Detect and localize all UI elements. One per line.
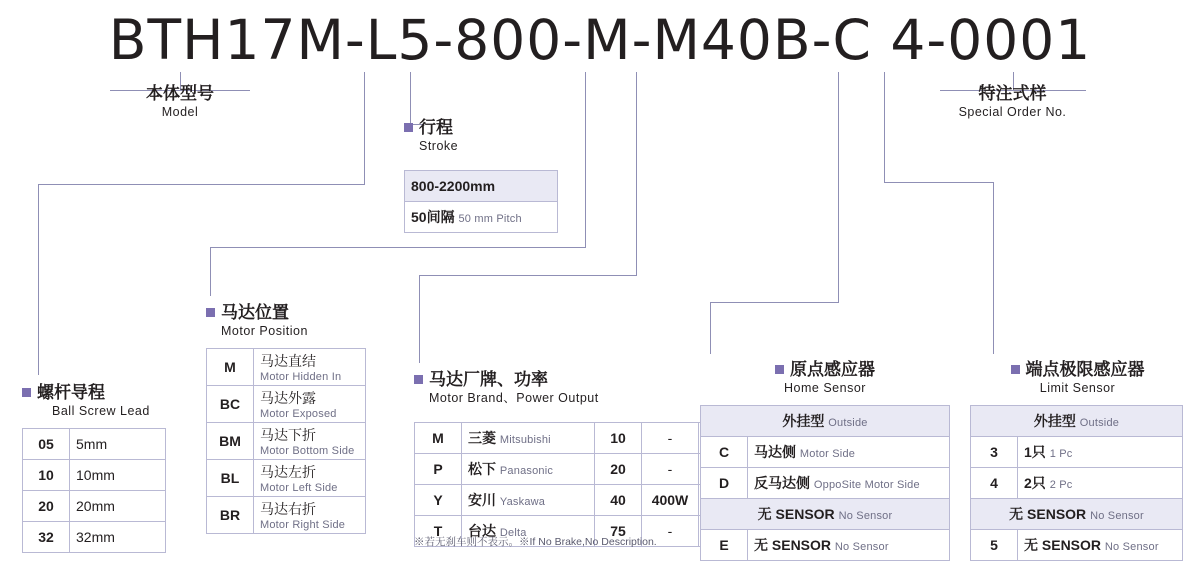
pn-seg-special: 0001 — [947, 8, 1092, 72]
motor-position-cn: 马达外露 — [260, 390, 316, 406]
label-home-sensor-cn — [700, 360, 950, 380]
lead-code: 20 — [23, 491, 70, 522]
table-row — [207, 497, 366, 534]
pn-seg-model: BTH17M — [108, 8, 345, 72]
motor-position-code: M — [207, 349, 254, 386]
home-sensor-band-cn: 无 SENSOR — [757, 506, 835, 522]
table-row — [701, 437, 950, 468]
table-row — [23, 460, 166, 491]
home-sensor-cn: 反马达侧 — [754, 475, 810, 491]
lead-code: 32 — [23, 522, 70, 553]
home-sensor-cn: 无 SENSOR — [754, 537, 832, 553]
brand-code: P — [415, 454, 462, 485]
home-sensor-header — [701, 406, 950, 437]
pn-seg-stroke: 800 — [454, 8, 563, 72]
brand-cn: 松下 — [468, 461, 496, 477]
square-bullet-icon — [22, 388, 31, 397]
label-stroke-cn-text: 行程 — [419, 118, 453, 137]
leader-mbrand-v1 — [636, 72, 637, 275]
table-row — [207, 460, 366, 497]
motor-position-en: Motor Left Side — [260, 482, 338, 494]
home-sensor-desc — [748, 437, 950, 468]
limit-sensor-desc — [1018, 437, 1183, 468]
label-limit-sensor — [970, 360, 1185, 396]
lead-value: 20mm — [70, 491, 166, 522]
label-model — [100, 84, 260, 120]
brand-en: Delta — [499, 527, 527, 539]
home-sensor-en: No Sensor — [834, 541, 889, 553]
label-model-cn: 本体型号 — [146, 84, 214, 103]
limit-sensor-table — [970, 405, 1183, 561]
leader-stroke-v — [410, 72, 411, 124]
power-value: - — [642, 423, 699, 454]
leader-mpos-h — [210, 247, 586, 248]
home-sensor-code: E — [701, 530, 748, 561]
label-ball-screw-en: Ball Screw Lead — [52, 404, 150, 418]
label-stroke — [404, 118, 458, 154]
label-special-order-cn: 特注式样 — [978, 84, 1047, 103]
label-motor-brand-en: Motor Brand、Power Output — [429, 391, 599, 405]
leader-mbrand-v2 — [419, 275, 420, 363]
pn-seg-motor-brand: M40B — [652, 8, 812, 72]
brand-name — [462, 485, 595, 516]
motor-position-desc — [254, 497, 366, 534]
leader-limit-h — [884, 182, 994, 183]
motor-position-en: Motor Bottom Side — [260, 445, 355, 457]
home-sensor-band — [701, 499, 950, 530]
label-ball-screw-cn — [22, 383, 150, 403]
brand-name — [462, 454, 595, 485]
lead-value: 32mm — [70, 522, 166, 553]
limit-sensor-cn: 无 SENSOR — [1024, 537, 1102, 553]
table-row — [971, 499, 1183, 530]
table-row — [701, 530, 950, 561]
home-sensor-en: OppoSite Motor Side — [813, 479, 920, 491]
home-sensor-desc — [748, 530, 950, 561]
home-sensor-table — [700, 405, 950, 561]
pn-dash-6: - — [926, 8, 948, 72]
limit-sensor-code: 4 — [971, 468, 1018, 499]
pn-dash-1: - — [344, 8, 366, 72]
pn-seg-motor-position: M — [583, 8, 632, 72]
square-bullet-icon — [1011, 365, 1020, 374]
power-code: 20 — [595, 454, 642, 485]
pn-seg-sensors: C 4 — [832, 8, 927, 72]
label-motor-position — [206, 303, 308, 339]
home-sensor-header-en: Outside — [828, 417, 868, 429]
table-row — [23, 522, 166, 553]
lead-value: 5mm — [70, 429, 166, 460]
motor-position-desc — [254, 423, 366, 460]
motor-position-cn: 马达下折 — [260, 427, 316, 443]
table-row — [23, 429, 166, 460]
leader-lead-h — [38, 184, 365, 185]
leader-mpos-v2 — [210, 247, 211, 296]
limit-sensor-cn: 1只 — [1024, 444, 1046, 460]
table-row — [405, 171, 558, 202]
table-row — [405, 202, 558, 233]
limit-sensor-header-en: Outside — [1079, 417, 1120, 429]
brand-en: Yaskawa — [499, 496, 546, 508]
label-stroke-cn — [404, 118, 458, 138]
motor-position-code: BL — [207, 460, 254, 497]
pn-dash-2: - — [433, 8, 455, 72]
limit-sensor-band-cn: 无 SENSOR — [1009, 506, 1087, 522]
home-sensor-en: Motor Side — [799, 448, 856, 460]
label-home-sensor — [700, 360, 950, 396]
label-motor-position-cn-text: 马达位置 — [221, 303, 289, 322]
home-sensor-desc — [748, 468, 950, 499]
label-motor-position-cn — [206, 303, 308, 323]
label-ball-screw-lead — [22, 383, 150, 419]
label-limit-sensor-en: Limit Sensor — [1039, 381, 1116, 395]
stroke-pitch-cn: 50间隔 — [411, 209, 455, 225]
label-motor-brand-cn-text: 马达厂牌、功率 — [429, 370, 548, 389]
label-motor-brand — [414, 370, 599, 406]
stroke-table — [404, 170, 558, 233]
motor-position-table — [206, 348, 366, 534]
motor-position-code: BR — [207, 497, 254, 534]
leader-mbrand-h — [419, 275, 637, 276]
limit-sensor-desc — [1018, 468, 1183, 499]
home-sensor-band-en: No Sensor — [838, 510, 893, 522]
leader-lead-v1 — [364, 72, 365, 184]
leader-limit-v1 — [884, 72, 885, 182]
motor-brand-table — [414, 422, 746, 547]
limit-sensor-code: 5 — [971, 530, 1018, 561]
brand-name — [462, 423, 595, 454]
stroke-pitch-cell — [405, 202, 558, 233]
limit-sensor-en: No Sensor — [1104, 541, 1159, 553]
home-sensor-code: C — [701, 437, 748, 468]
limit-sensor-band-en: No Sensor — [1090, 510, 1144, 522]
table-row — [415, 423, 746, 454]
leader-mpos-v1 — [585, 72, 586, 247]
home-sensor-header-cn: 外挂型 — [782, 413, 825, 429]
table-row — [971, 437, 1183, 468]
power-code: 75 — [595, 516, 642, 547]
table-row — [415, 454, 746, 485]
leader-home-v1 — [838, 72, 839, 302]
label-home-sensor-en: Home Sensor — [784, 381, 866, 395]
motor-brand-note: ※若无刹车则不表示。※If No Brake,No Description. — [414, 536, 657, 548]
limit-sensor-band — [971, 499, 1183, 530]
leader-lead-v2 — [38, 184, 39, 375]
power-code: 40 — [595, 485, 642, 516]
table-row — [23, 491, 166, 522]
leader-limit-v2 — [993, 182, 994, 354]
table-row — [207, 386, 366, 423]
brand-cn: 安川 — [468, 492, 496, 508]
brand-code: T — [415, 516, 462, 547]
limit-sensor-code: 3 — [971, 437, 1018, 468]
pn-dash-4: - — [631, 8, 653, 72]
table-row — [701, 499, 950, 530]
brand-en: Mitsubishi — [499, 434, 551, 446]
lead-code: 10 — [23, 460, 70, 491]
table-row — [701, 406, 950, 437]
motor-position-cn: 马达右折 — [260, 501, 316, 517]
label-stroke-en: Stroke — [419, 139, 459, 153]
brand-code: M — [415, 423, 462, 454]
motor-position-desc — [254, 386, 366, 423]
limit-sensor-en: 2 Pc — [1049, 479, 1073, 491]
label-special-order-en: Special Order No. — [958, 105, 1067, 119]
label-special-order — [925, 84, 1100, 120]
lead-value: 10mm — [70, 460, 166, 491]
motor-position-code: BM — [207, 423, 254, 460]
pn-dash-5: - — [811, 8, 833, 72]
label-motor-brand-cn — [414, 370, 599, 390]
limit-sensor-cn: 2只 — [1024, 475, 1046, 491]
table-row — [971, 406, 1183, 437]
stroke-pitch-en: 50 mm Pitch — [458, 213, 522, 225]
pn-seg-lead: L5 — [365, 8, 434, 72]
power-value: 400W — [642, 485, 699, 516]
limit-sensor-header-cn: 外挂型 — [1033, 413, 1076, 429]
label-motor-position-en: Motor Position — [221, 324, 308, 338]
square-bullet-icon — [206, 308, 215, 317]
label-home-sensor-cn-text: 原点感应器 — [790, 360, 875, 379]
square-bullet-icon — [775, 365, 784, 374]
motor-position-en: Motor Right Side — [260, 519, 346, 531]
power-value: - — [642, 516, 699, 547]
table-row — [971, 530, 1183, 561]
motor-position-cn: 马达直结 — [260, 353, 316, 369]
brand-cn: 三菱 — [468, 430, 496, 446]
motor-position-desc — [254, 460, 366, 497]
limit-sensor-desc — [1018, 530, 1183, 561]
motor-position-code: BC — [207, 386, 254, 423]
motor-position-desc — [254, 349, 366, 386]
power-code: 10 — [595, 423, 642, 454]
motor-position-en: Motor Hidden In — [260, 371, 342, 383]
motor-position-en: Motor Exposed — [260, 408, 337, 420]
square-bullet-icon — [414, 375, 423, 384]
part-number — [0, 8, 1200, 72]
home-sensor-cn: 马达侧 — [754, 444, 796, 460]
ball-screw-lead-table — [22, 428, 166, 553]
home-sensor-code: D — [701, 468, 748, 499]
leader-home-h — [710, 302, 839, 303]
brand-cn: 台达 — [468, 523, 496, 539]
table-row — [207, 349, 366, 386]
square-bullet-icon — [404, 123, 413, 132]
label-limit-sensor-cn — [970, 360, 1185, 380]
stroke-range-cell: 800-2200mm — [405, 171, 558, 202]
brand-en: Panasonic — [499, 465, 554, 477]
table-row — [701, 468, 950, 499]
limit-sensor-en: 1 Pc — [1049, 448, 1073, 460]
label-limit-sensor-cn-text: 端点极限感应器 — [1025, 360, 1145, 379]
table-row — [207, 423, 366, 460]
label-model-en: Model — [161, 105, 199, 119]
limit-sensor-header — [971, 406, 1183, 437]
motor-position-cn: 马达左折 — [260, 464, 316, 480]
label-ball-screw-cn-text: 螺杆导程 — [37, 383, 105, 402]
brand-code: Y — [415, 485, 462, 516]
table-row — [971, 468, 1183, 499]
table-row — [415, 485, 746, 516]
leader-home-v2 — [710, 302, 711, 354]
pn-dash-3: - — [562, 8, 584, 72]
power-value: - — [642, 454, 699, 485]
lead-code: 05 — [23, 429, 70, 460]
